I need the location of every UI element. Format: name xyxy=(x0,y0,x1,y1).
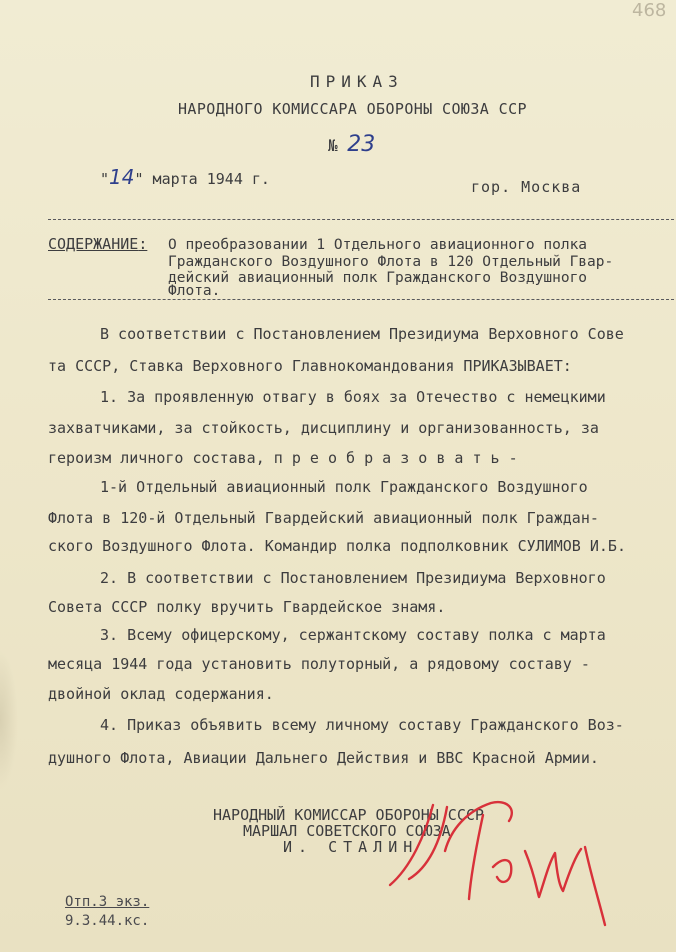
handwritten-day: 14 xyxy=(109,165,135,189)
body-line: Совета СССР полку вручить Гвардейское знамя. xyxy=(48,598,446,616)
handwritten-number: 23 xyxy=(347,132,376,157)
signatory-name: И. СТАЛИН xyxy=(283,838,419,856)
body-line: В соответствии с Постановлением Президиума Верховного Сове xyxy=(100,325,624,343)
archive-mark: 468 xyxy=(632,0,667,21)
body-line: 3. Всему офицерскому, сержантскому составу полка с марта xyxy=(100,626,606,644)
order-number xyxy=(328,132,376,157)
number-sign: № xyxy=(328,136,338,155)
body-line: захватчиками, за стойкость, дисциплину и организованность, за xyxy=(48,419,599,437)
order-title: ПРИКАЗ xyxy=(310,72,404,91)
date-month-year: " марта 1944 г. xyxy=(134,170,270,188)
handwritten-signature xyxy=(385,795,615,930)
date-quote: " xyxy=(100,170,110,188)
content-line: О преобразовании 1 Отдельного авиационного полка xyxy=(168,237,588,253)
order-date xyxy=(100,165,270,189)
body-line: душного Флота, Авиации Дальнего Действия и ВВС Красной Армии. xyxy=(48,749,599,767)
body-line: 1-й Отдельный авиационный полк Гражданского Воздушного xyxy=(100,478,588,496)
copies-note: Отп.3 экз. xyxy=(65,894,150,910)
content-line: Гражданского Воздушного Флота в 120 Отдельный Гвар- xyxy=(168,254,614,270)
body-line: 4. Приказ объявить всему личному составу Гражданского Воз- xyxy=(100,716,624,734)
body-line: героизм личного состава, п р е о б р а з о в а т ь - xyxy=(48,449,518,467)
order-city: гор. Москва xyxy=(471,178,582,196)
typist-note: 9.3.44.кс. xyxy=(65,913,150,929)
content-line: дейский авиационный полк Гражданского Воздушного xyxy=(168,270,588,286)
body-line: Флота в 120-й Отдельный Гвардейский авиационный полк Граждан- xyxy=(48,509,599,527)
divider-top xyxy=(48,219,674,220)
content-label: СОДЕРЖАНИЕ: xyxy=(48,235,148,253)
signatory-title: НАРОДНЫЙ КОМИССАР ОБОРОНЫ СССР xyxy=(213,806,484,824)
body-line: 1. За проявленную отвагу в боях за Отечество с немецкими xyxy=(100,388,606,406)
paper-stain xyxy=(0,650,18,790)
body-line: 2. В соответствии с Постановлением Президиума Верховного xyxy=(100,569,606,587)
body-line: двойной оклад содержания. xyxy=(48,685,274,703)
body-line: та СССР, Ставка Верховного Главнокомандования ПРИКАЗЫВАЕТ: xyxy=(48,357,572,375)
divider-bottom xyxy=(48,299,674,300)
body-line: ского Воздушного Флота. Командир полка подполковник СУЛИМОВ И.Б. xyxy=(48,537,626,555)
body-line: месяца 1944 года установить полуторный, а рядовому составу - xyxy=(48,655,590,673)
content-line: Флота. xyxy=(168,283,221,299)
order-issuer: НАРОДНОГО КОМИССАРА ОБОРОНЫ СОЮЗА ССР xyxy=(178,100,527,118)
signatory-rank: МАРШАЛ СОВЕТСКОГО СОЮЗА xyxy=(243,822,451,840)
